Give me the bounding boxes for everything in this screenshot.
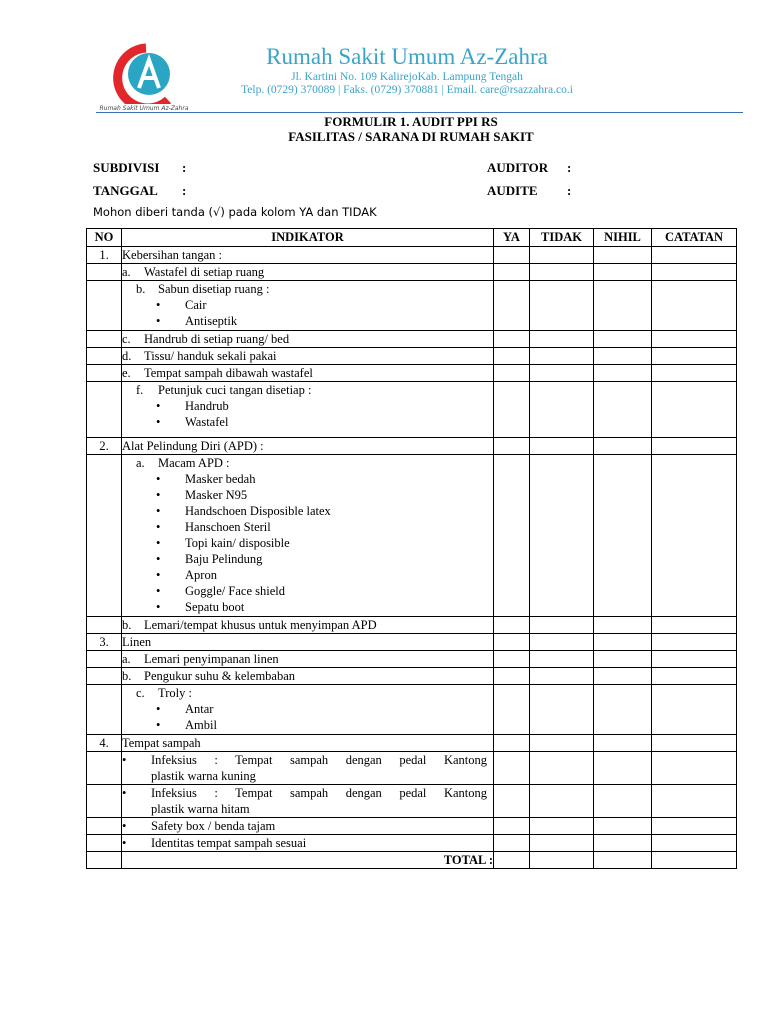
tidak-cell[interactable] [530,785,594,818]
nihil-cell[interactable] [594,785,652,818]
audit-table [86,228,737,869]
table-row [87,617,737,634]
table-row [87,331,737,348]
indicator-item: a. Lemari penyimpanan linen [122,651,494,668]
tidak-cell[interactable] [530,752,594,785]
ya-cell[interactable] [494,651,530,668]
indicator-item: b. Pengukur suhu & kelembaban [122,668,494,685]
nihil-cell[interactable] [594,264,652,281]
catatan-cell[interactable] [652,785,737,818]
catatan-cell[interactable] [652,752,737,785]
nihil-cell[interactable] [594,668,652,685]
total-row [87,852,737,869]
tidak-cell[interactable] [530,365,594,382]
table-row [87,382,737,438]
row-number: 2. [87,438,122,455]
tanggal-label: TANGGAL [93,183,158,198]
table-row [87,365,737,382]
tidak-cell[interactable] [530,685,594,735]
header-catatan: CATATAN [652,229,737,247]
tidak-total-cell[interactable] [530,852,594,869]
indicator-item: a. Macam APD : • Masker bedah • Masker N95 • Handschoen Disposible latex • Hanschoen Steril • Topi kain/ disposible • Baju Pelindung • Apron • Goggle/ Face shield • Sepatu boot [122,455,494,617]
indicator-item: e. Tempat sampah dibawah wastafel [122,365,494,382]
audite-label: AUDITE [487,183,538,198]
tidak-cell[interactable] [530,331,594,348]
ya-cell[interactable] [494,281,530,331]
section-title: Tempat sampah [122,735,494,752]
tidak-cell[interactable] [530,382,594,438]
auditor-label: AUDITOR [487,160,549,175]
audite-colon: : [567,183,572,198]
tidak-cell[interactable] [530,617,594,634]
ya-cell[interactable] [494,438,530,455]
ya-cell[interactable] [494,382,530,438]
total-label: TOTAL : [122,852,494,869]
ya-cell[interactable] [494,365,530,382]
instruction-text: Mohon diberi tanda (√) pada kolom YA dan TIDAK [93,205,377,219]
ya-cell[interactable] [494,668,530,685]
row-number: 3. [87,634,122,651]
form-subtitle: FASILITAS / SARANA DI RUMAH SAKIT [288,129,534,144]
tidak-cell[interactable] [530,264,594,281]
tidak-cell[interactable] [530,348,594,365]
ya-cell[interactable] [494,617,530,634]
indicator-item: • Infeksius : Tempat sampah dengan pedal Kantong plastik warna kuning [122,752,494,785]
catatan-cell[interactable] [652,348,737,365]
catatan-total-cell[interactable] [652,852,737,869]
ya-cell[interactable] [494,835,530,852]
logo-caption: Rumah Sakit Umum Az-Zahra [99,105,189,112]
table-row [87,668,737,685]
table-row [87,247,737,264]
indicator-item: c. Handrub di setiap ruang/ bed [122,331,494,348]
indicator-item: b. Sabun disetiap ruang : • Cair • Antiseptik [122,281,494,331]
hospital-address: Jl. Kartini No. 109 KalirejoKab. Lampung Tengah [291,71,523,83]
table-row [87,455,737,617]
catatan-cell[interactable] [652,382,737,438]
indicator-item: d. Tissu/ handuk sekali pakai [122,348,494,365]
table-row [87,818,737,835]
ya-cell[interactable] [494,264,530,281]
table-row [87,264,737,281]
indicator-item: • Identitas tempat sampah sesuai [122,835,494,852]
tidak-cell[interactable] [530,818,594,835]
nihil-cell[interactable] [594,634,652,651]
indicator-item: • Safety box / benda tajam [122,818,494,835]
table-row [87,281,737,331]
section-title: Linen [122,634,494,651]
catatan-cell[interactable] [652,247,737,264]
nihil-cell[interactable] [594,617,652,634]
auditor-colon: : [567,160,572,175]
table-row [87,735,737,752]
nihil-cell[interactable] [594,438,652,455]
catatan-cell[interactable] [652,455,737,617]
table-row [87,634,737,651]
tidak-cell[interactable] [530,247,594,264]
indicator-item: • Infeksius : Tempat sampah dengan pedal Kantong plastik warna hitam [122,785,494,818]
nihil-cell[interactable] [594,818,652,835]
table-header-row [87,229,737,247]
nihil-cell[interactable] [594,685,652,735]
ya-cell[interactable] [494,785,530,818]
header-no: NO [87,229,122,247]
catatan-cell[interactable] [652,264,737,281]
nihil-total-cell[interactable] [594,852,652,869]
table-row [87,835,737,852]
catatan-cell[interactable] [652,651,737,668]
hospital-name: Rumah Sakit Umum Az-Zahra [266,44,548,69]
nihil-cell[interactable] [594,651,652,668]
form-title: FORMULIR 1. AUDIT PPI RS [324,114,498,129]
hospital-contact: Telp. (0729) 370089 | Faks. (0729) 370881 | Email. care@rsazzahra.co.i [241,84,573,96]
table-row [87,348,737,365]
header-tidak: TIDAK [530,229,594,247]
header-nihil: NIHIL [594,229,652,247]
tidak-cell[interactable] [530,651,594,668]
section-title: Alat Pelindung Diri (APD) : [122,438,494,455]
catatan-cell[interactable] [652,735,737,752]
ya-cell[interactable] [494,331,530,348]
tidak-cell[interactable] [530,735,594,752]
catatan-cell[interactable] [652,818,737,835]
ya-cell[interactable] [494,247,530,264]
nihil-cell[interactable] [594,365,652,382]
catatan-cell[interactable] [652,835,737,852]
nihil-cell[interactable] [594,835,652,852]
section-title: Kebersihan tangan : [122,247,494,264]
tidak-cell[interactable] [530,835,594,852]
ya-cell[interactable] [494,818,530,835]
subdivisi-label: SUBDIVISI [93,160,160,175]
tidak-cell[interactable] [530,281,594,331]
catatan-cell[interactable] [652,634,737,651]
nihil-cell[interactable] [594,247,652,264]
row-number: 4. [87,735,122,752]
tidak-cell[interactable] [530,634,594,651]
nihil-cell[interactable] [594,455,652,617]
table-row [87,752,737,785]
tidak-cell[interactable] [530,455,594,617]
nihil-cell[interactable] [594,735,652,752]
header-divider [96,112,743,113]
table-row [87,438,737,455]
ya-cell[interactable] [494,348,530,365]
ya-cell[interactable] [494,634,530,651]
ya-cell[interactable] [494,752,530,785]
nihil-cell[interactable] [594,752,652,785]
indicator-item: c. Troly : • Antar • Ambil [122,685,494,735]
subdivisi-colon: : [182,160,187,175]
tanggal-colon: : [182,183,187,198]
header-indikator: INDIKATOR [122,229,494,247]
catatan-cell[interactable] [652,438,737,455]
tidak-cell[interactable] [530,668,594,685]
catatan-cell[interactable] [652,331,737,348]
table-row [87,685,737,735]
ya-total-cell[interactable] [494,852,530,869]
catatan-cell[interactable] [652,668,737,685]
ya-cell[interactable] [494,455,530,617]
ya-cell[interactable] [494,685,530,735]
header-ya: YA [494,229,530,247]
indicator-item: f. Petunjuk cuci tangan disetiap : • Handrub • Wastafel [122,382,494,438]
catatan-cell[interactable] [652,365,737,382]
nihil-cell[interactable] [594,281,652,331]
nihil-cell[interactable] [594,331,652,348]
nihil-cell[interactable] [594,382,652,438]
table-row [87,651,737,668]
indicator-item: a. Wastafel di setiap ruang [122,264,494,281]
nihil-cell[interactable] [594,348,652,365]
catatan-cell[interactable] [652,617,737,634]
catatan-cell[interactable] [652,685,737,735]
ya-cell[interactable] [494,735,530,752]
row-number: 1. [87,247,122,264]
table-row [87,785,737,818]
indicator-item: b. Lemari/tempat khusus untuk menyimpan APD [122,617,494,634]
tidak-cell[interactable] [530,438,594,455]
catatan-cell[interactable] [652,281,737,331]
